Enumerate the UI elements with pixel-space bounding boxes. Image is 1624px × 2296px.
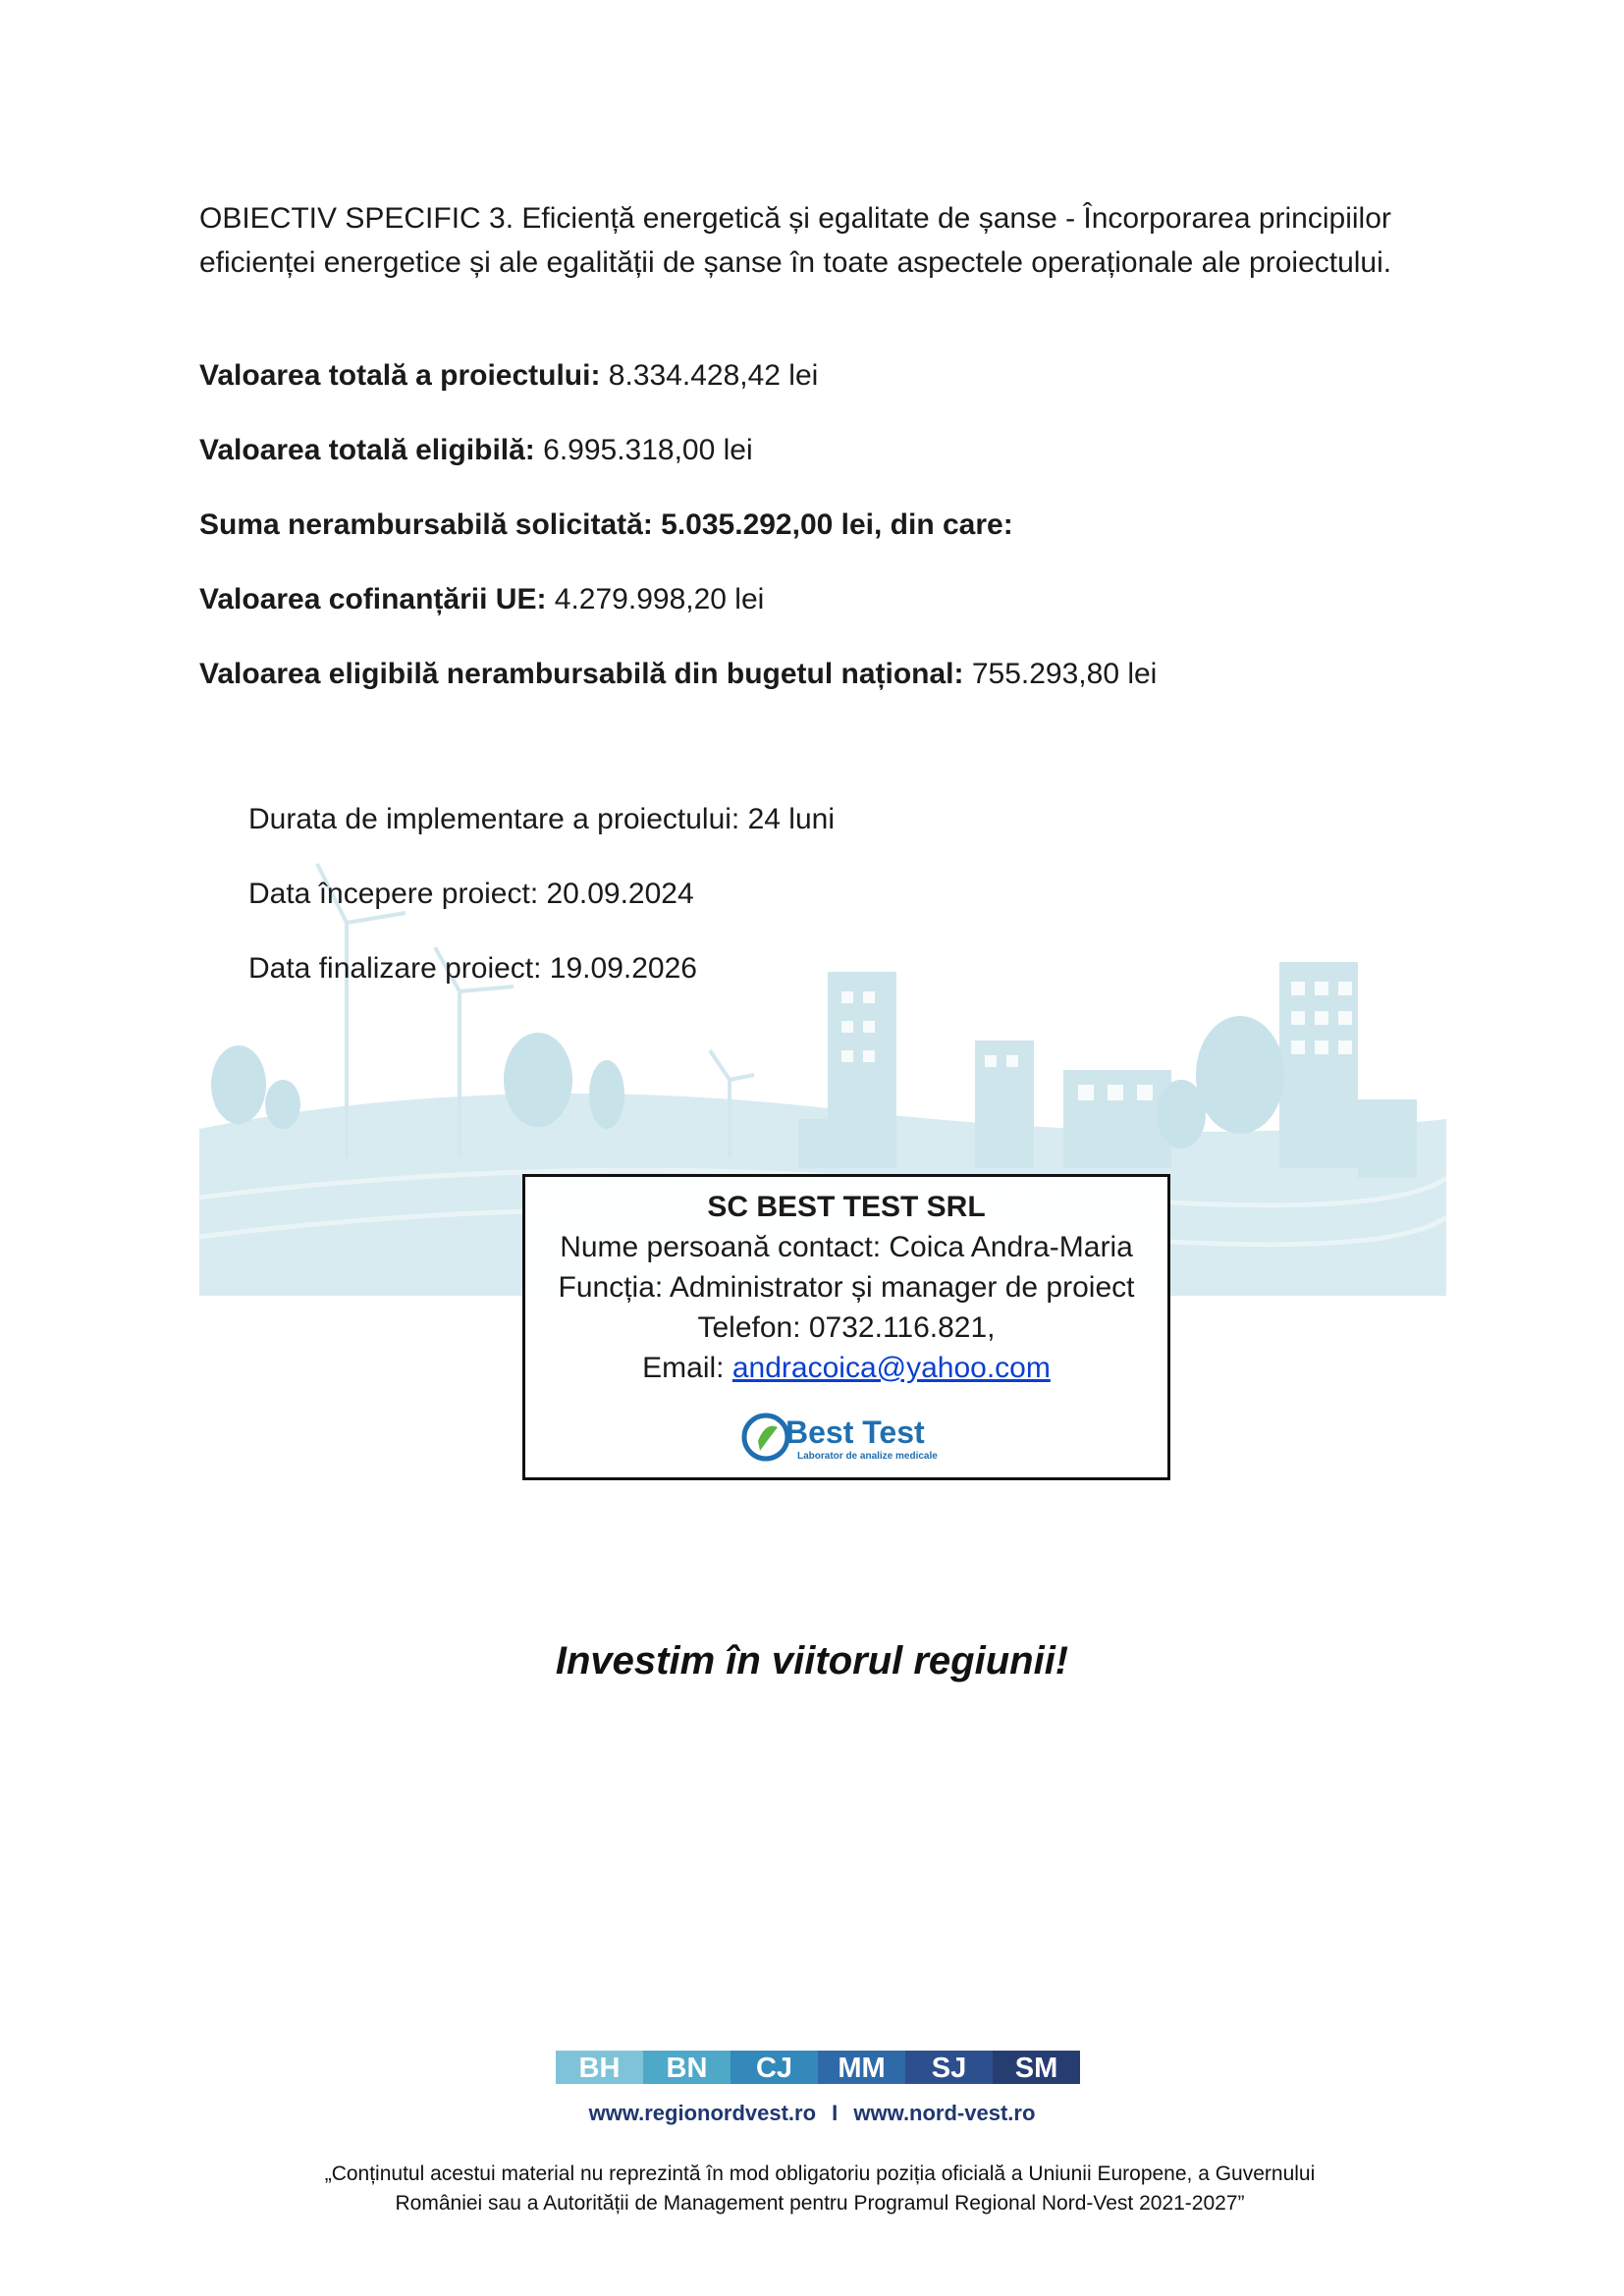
contact-email-row: Email: andracoica@yahoo.com xyxy=(642,1352,1051,1384)
eligible-value-line: Valoarea totală eligibilă: 6.995.318,00 lei xyxy=(199,434,753,466)
county-bar xyxy=(556,2051,1080,2084)
website-separator: I xyxy=(832,2101,839,2125)
total-value-line: Valoarea totală a proiectului: 8.334.428,42 lei xyxy=(199,359,819,392)
county-mm: MM xyxy=(818,2051,905,2084)
budget-values xyxy=(199,356,1446,729)
best-test-logo-icon xyxy=(738,1402,954,1470)
website-regionordvest[interactable]: www.regionordvest.ro xyxy=(588,2101,817,2125)
contact-role: Funcția: Administrator și manager de proiect xyxy=(558,1271,1135,1304)
best-test-logo xyxy=(525,1402,1167,1470)
county-cj: CJ xyxy=(731,2051,818,2084)
eu-cofinancing-line: Valoarea cofinanțării UE: 4.279.998,20 lei xyxy=(199,583,765,615)
contact-person: Nume persoană contact: Coica Andra-Maria xyxy=(560,1231,1133,1263)
start-date-text: Data începere proiect: 20.09.2024 xyxy=(248,878,694,910)
objective-text: OBIECTIV SPECIFIC 3. Eficiență energetică și egalitate de șanse - Încorporarea principiilor eficienței energetice și ale egalității de șanse în toate aspectele operaționale ale proiectului. xyxy=(199,202,1392,279)
disclaimer xyxy=(196,2160,1443,2218)
contact-box xyxy=(522,1174,1170,1480)
project-timeline xyxy=(248,800,835,1024)
company-name: SC BEST TEST SRL xyxy=(707,1191,986,1223)
disclaimer-line-1: „Conținutul acestui material nu reprezintă în mod obligatoriu poziția oficială a Uniunii Europene, a Guvernului xyxy=(324,2163,1316,2185)
website-nord-vest[interactable]: www.nord-vest.ro xyxy=(853,2101,1036,2125)
grant-requested-line: Suma nerambursabilă solicitată: 5.035.292,00 lei, din care: xyxy=(199,508,1013,541)
county-bn: BN xyxy=(643,2051,731,2084)
end-date-text: Data finalizare proiect: 19.09.2026 xyxy=(248,952,697,985)
county-sj: SJ xyxy=(905,2051,993,2084)
national-budget-line: Valoarea eligibilă nerambursabilă din bugetul național: 755.293,80 lei xyxy=(199,658,1158,690)
duration-text: Durata de implementare a proiectului: 24 luni xyxy=(248,803,835,835)
county-bh: BH xyxy=(556,2051,643,2084)
disclaimer-line-2: României sau a Autorității de Management pentru Programul Regional Nord-Vest 2021-2027” xyxy=(395,2192,1245,2215)
county-sm: SM xyxy=(993,2051,1080,2084)
email-link[interactable]: andracoica@yahoo.com xyxy=(731,1352,1051,1384)
logo-name: Best Test xyxy=(785,1415,925,1450)
websites xyxy=(0,2101,1624,2126)
logo-tagline: Laborator de analize medicale xyxy=(797,1451,938,1462)
contact-phone: Telefon: 0732.116.821, xyxy=(697,1311,996,1344)
slogan: Investim în viitorul regiunii! xyxy=(555,1639,1069,1682)
